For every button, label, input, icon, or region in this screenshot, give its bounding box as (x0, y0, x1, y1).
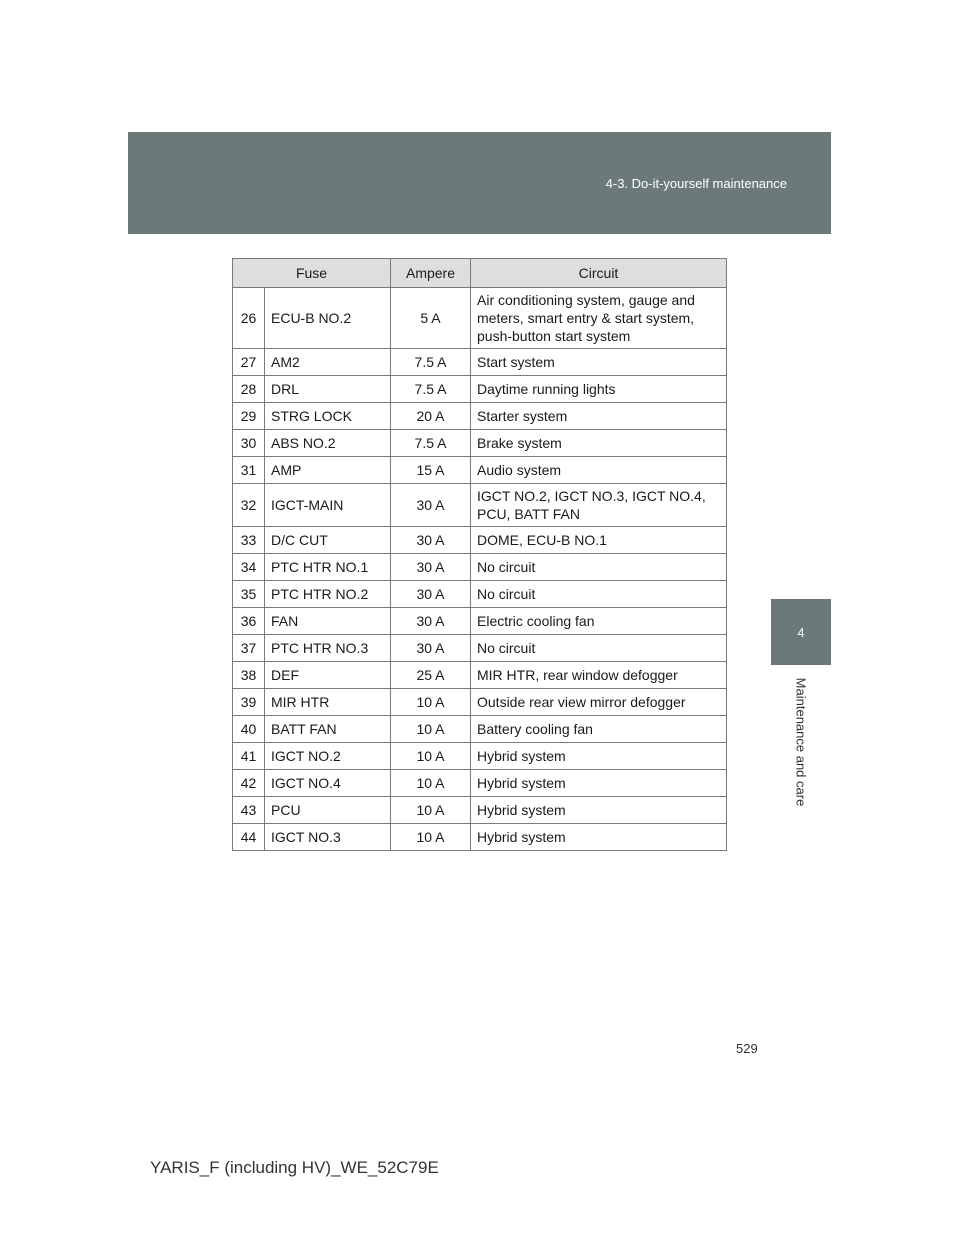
fuse-ampere: 5 A (391, 288, 471, 349)
table-row (233, 457, 727, 484)
fuse-name: DEF (265, 662, 391, 689)
fuse-circuit: Daytime running lights (471, 376, 727, 403)
fuse-ampere: 25 A (391, 662, 471, 689)
fuse-circuit: Hybrid system (471, 743, 727, 770)
fuse-number: 31 (233, 457, 265, 484)
fuse-ampere: 10 A (391, 716, 471, 743)
table-row (233, 430, 727, 457)
fuse-name: IGCT NO.4 (265, 770, 391, 797)
table-row (233, 608, 727, 635)
table-row (233, 824, 727, 851)
fuse-circuit: No circuit (471, 635, 727, 662)
fuse-number: 39 (233, 689, 265, 716)
fuse-number: 43 (233, 797, 265, 824)
fuse-name: IGCT NO.3 (265, 824, 391, 851)
fuse-name: AMP (265, 457, 391, 484)
table-row (233, 554, 727, 581)
fuse-ampere: 7.5 A (391, 376, 471, 403)
fuse-number: 40 (233, 716, 265, 743)
table-row (233, 288, 727, 349)
table-row (233, 581, 727, 608)
fuse-ampere: 10 A (391, 797, 471, 824)
fuse-name: ECU-B NO.2 (265, 288, 391, 349)
fuse-ampere: 30 A (391, 484, 471, 527)
fuse-name: DRL (265, 376, 391, 403)
table-row (233, 770, 727, 797)
fuse-circuit: Hybrid system (471, 770, 727, 797)
fuse-name: D/C CUT (265, 527, 391, 554)
header-fuse: Fuse (233, 259, 391, 288)
fuse-number: 36 (233, 608, 265, 635)
fuse-ampere: 7.5 A (391, 349, 471, 376)
fuse-number: 29 (233, 403, 265, 430)
fuse-circuit: Hybrid system (471, 797, 727, 824)
fuse-number: 26 (233, 288, 265, 349)
fuse-circuit: Starter system (471, 403, 727, 430)
table-row (233, 376, 727, 403)
header-ampere: Ampere (391, 259, 471, 288)
fuse-ampere: 30 A (391, 608, 471, 635)
chapter-tab (771, 599, 831, 665)
fuse-number: 37 (233, 635, 265, 662)
section-title: 4-3. Do-it-yourself maintenance (605, 176, 787, 191)
fuse-name: PTC HTR NO.2 (265, 581, 391, 608)
fuse-ampere: 10 A (391, 770, 471, 797)
table-row (233, 662, 727, 689)
fuse-number: 35 (233, 581, 265, 608)
table-row (233, 797, 727, 824)
table-row (233, 743, 727, 770)
fuse-circuit: Electric cooling fan (471, 608, 727, 635)
chapter-number: 4 (797, 624, 805, 640)
chapter-label: Maintenance and care (793, 677, 809, 807)
fuse-name: AM2 (265, 349, 391, 376)
fuse-ampere: 30 A (391, 635, 471, 662)
table-row (233, 403, 727, 430)
page-number: 529 (736, 1041, 758, 1056)
fuse-number: 34 (233, 554, 265, 581)
fuse-name: PTC HTR NO.1 (265, 554, 391, 581)
fuse-number: 27 (233, 349, 265, 376)
fuse-circuit: DOME, ECU-B NO.1 (471, 527, 727, 554)
fuse-name: PTC HTR NO.3 (265, 635, 391, 662)
fuse-circuit: IGCT NO.2, IGCT NO.3, IGCT NO.4, PCU, BATT FAN (471, 484, 727, 527)
fuse-name: MIR HTR (265, 689, 391, 716)
fuse-ampere: 20 A (391, 403, 471, 430)
fuse-name: IGCT NO.2 (265, 743, 391, 770)
fuse-number: 30 (233, 430, 265, 457)
fuse-table-body (233, 288, 727, 851)
fuse-circuit: Battery cooling fan (471, 716, 727, 743)
header-circuit: Circuit (471, 259, 727, 288)
fuse-circuit: Hybrid system (471, 824, 727, 851)
fuse-number: 28 (233, 376, 265, 403)
fuse-number: 33 (233, 527, 265, 554)
fuse-circuit: No circuit (471, 581, 727, 608)
fuse-circuit: MIR HTR, rear window defogger (471, 662, 727, 689)
fuse-name: PCU (265, 797, 391, 824)
fuse-circuit: Start system (471, 349, 727, 376)
fuse-ampere: 30 A (391, 581, 471, 608)
table-row (233, 484, 727, 527)
fuse-circuit: Outside rear view mirror defogger (471, 689, 727, 716)
fuse-number: 32 (233, 484, 265, 527)
fuse-name: FAN (265, 608, 391, 635)
document-code: YARIS_F (including HV)_WE_52C79E (150, 1158, 439, 1177)
table-row (233, 527, 727, 554)
fuse-ampere: 30 A (391, 527, 471, 554)
table-row (233, 716, 727, 743)
table-header-row (233, 259, 727, 288)
fuse-name: ABS NO.2 (265, 430, 391, 457)
fuse-name: BATT FAN (265, 716, 391, 743)
fuse-number: 42 (233, 770, 265, 797)
fuse-name: STRG LOCK (265, 403, 391, 430)
fuse-ampere: 10 A (391, 824, 471, 851)
fuse-ampere: 10 A (391, 743, 471, 770)
fuse-name: IGCT-MAIN (265, 484, 391, 527)
table-row (233, 349, 727, 376)
fuse-circuit: No circuit (471, 554, 727, 581)
fuse-ampere: 30 A (391, 554, 471, 581)
table-row (233, 689, 727, 716)
table-row (233, 635, 727, 662)
fuse-number: 44 (233, 824, 265, 851)
fuse-table (232, 258, 727, 851)
fuse-number: 41 (233, 743, 265, 770)
fuse-circuit: Audio system (471, 457, 727, 484)
fuse-ampere: 7.5 A (391, 430, 471, 457)
fuse-number: 38 (233, 662, 265, 689)
header-band (128, 132, 831, 234)
fuse-circuit: Brake system (471, 430, 727, 457)
fuse-circuit: Air conditioning system, gauge and meters, smart entry & start system, push-button start system (471, 288, 727, 349)
fuse-ampere: 10 A (391, 689, 471, 716)
fuse-ampere: 15 A (391, 457, 471, 484)
